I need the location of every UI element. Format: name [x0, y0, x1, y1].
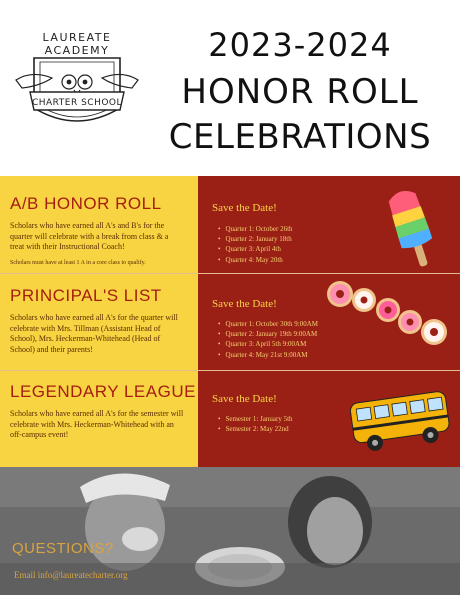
- logo-banner-text: CHARTER SCHOOL: [31, 98, 123, 108]
- save-the-date-label: Save the Date!: [212, 202, 277, 214]
- questions-heading: QUESTIONS?: [12, 540, 114, 557]
- date-list: [218, 224, 293, 265]
- section-dates-panel: [198, 176, 460, 273]
- section-description: Scholars who have earned all A's for the semester will celebrate with Mrs. Heckerman-Whitehead with an off-campus event!: [10, 409, 184, 439]
- date-item: • Semester 1: January 5th: [218, 414, 293, 424]
- section-info-panel: [0, 176, 198, 273]
- section-heading: A/B HONOR ROLL: [10, 194, 162, 213]
- section-dates-panel: [198, 274, 460, 370]
- title-year: 2023-2024: [208, 26, 392, 64]
- logo-top-text: LAUREATE: [42, 31, 112, 44]
- save-the-date-label: Save the Date!: [212, 393, 277, 405]
- contact-email[interactable]: Email info@laureatecharter.org: [14, 570, 128, 580]
- section-heading: LEGENDARY LEAGUE: [10, 382, 196, 401]
- school-bus-icon: [346, 383, 456, 455]
- school-logo: [12, 30, 142, 140]
- date-item: • Quarter 3: April 5th 9:00AM: [218, 339, 318, 349]
- section-principals-list: [0, 274, 460, 370]
- popsicle-icon: [386, 184, 450, 270]
- date-list: [218, 414, 293, 434]
- donuts-icon: [324, 276, 458, 352]
- logo-mid-text: ACADEMY: [44, 44, 110, 57]
- date-item: • Quarter 4: May 21st 9:00AM: [218, 350, 318, 360]
- section-note: Scholars must have at least 1 A in a core class to qualify.: [10, 259, 146, 266]
- date-item: • Quarter 1: October 26th: [218, 224, 293, 234]
- date-item: • Quarter 3: April 4th: [218, 244, 293, 254]
- title-celebrations: CELEBRATIONS: [168, 117, 432, 157]
- section-ab-honor-roll: [0, 176, 460, 273]
- section-description: Scholars who have earned all A's for the quarter will celebrate with Mrs. Tillman (Assistant Head of School), Mrs. Heckerman-Whitehead (Head of School) and their parents!: [10, 313, 178, 354]
- title-honor-roll: HONOR ROLL: [181, 72, 419, 112]
- date-list: [218, 319, 318, 360]
- save-the-date-label: Save the Date!: [212, 298, 277, 310]
- section-dates-panel: [198, 371, 460, 467]
- date-item: • Semester 2: May 22nd: [218, 424, 293, 434]
- date-item: • Quarter 4: May 20th: [218, 255, 293, 265]
- section-info-panel: [0, 274, 198, 370]
- date-item: • Quarter 2: January 18th: [218, 234, 293, 244]
- section-heading: PRINCIPAL'S LIST: [10, 286, 162, 305]
- page-header: [0, 0, 460, 172]
- section-info-panel: [0, 371, 198, 467]
- section-legendary-league: [0, 371, 460, 467]
- date-item: • Quarter 1: October 30th 9:00AM: [218, 319, 318, 329]
- section-description: Scholars who have earned all A's and B's for the quarter will celebrate with a break from class & a treat with their Instructional Coach!: [10, 221, 169, 251]
- date-item: • Quarter 2: January 19th 9:00AM: [218, 329, 318, 339]
